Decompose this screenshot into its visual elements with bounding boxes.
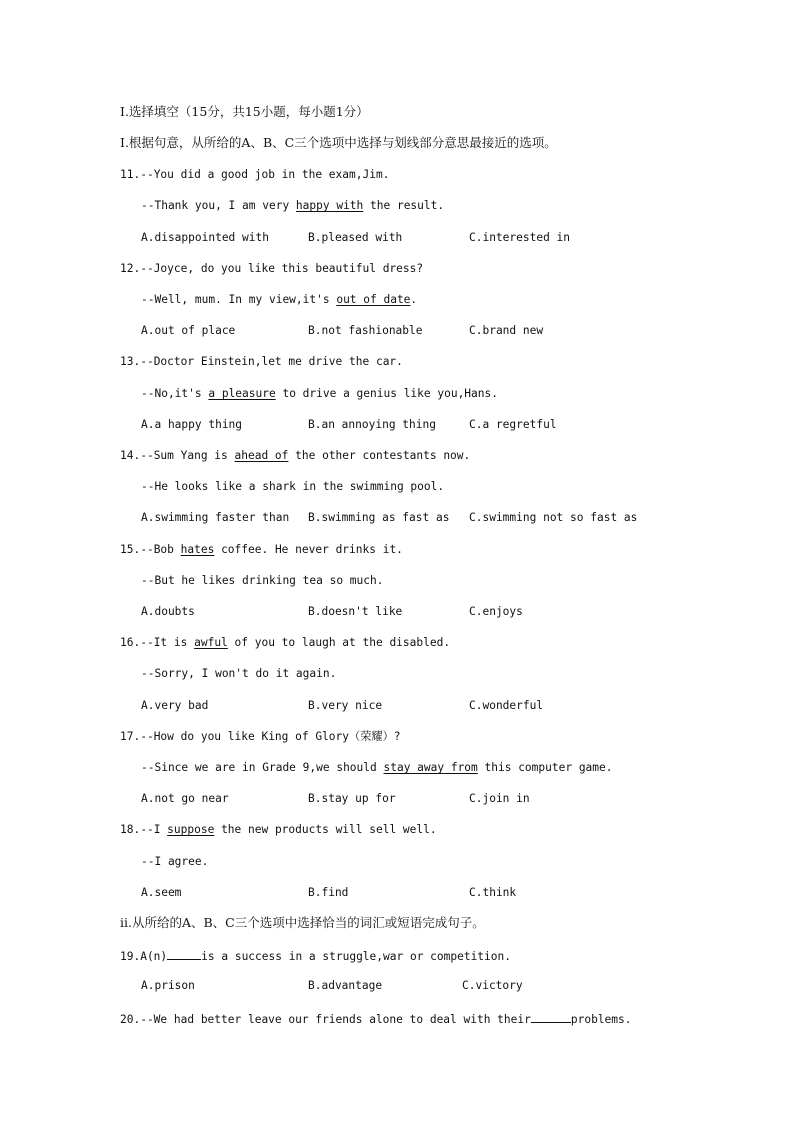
option-c: C.think	[469, 886, 517, 899]
question-12-line2: --Well, mum. In my view,it's out of date.	[141, 293, 418, 306]
answer-blank	[167, 947, 201, 960]
question-14-line1: 14.--Sum Yang is ahead of the other contestants now.	[120, 449, 471, 462]
option-b: B.advantage	[308, 979, 383, 992]
underlined-phrase: awful	[194, 636, 228, 649]
option-b: B.swimming as fast as	[308, 511, 450, 524]
question-11-line2: --Thank you, I am very happy with the result.	[141, 199, 445, 212]
option-c: C.wonderful	[469, 699, 544, 712]
option-b: B.doesn't like	[308, 605, 403, 618]
option-b: B.stay up for	[308, 792, 396, 805]
part2-instruction: ii.从所给的A、B、C三个选项中选择恰当的词汇或短语完成句子。	[120, 915, 485, 930]
option-b: B.an annoying thing	[308, 418, 436, 431]
option-a: A.out of place	[141, 324, 236, 337]
option-c: C.brand new	[469, 324, 544, 337]
question-13-line2: --No,it's a pleasure to drive a genius like you,Hans.	[141, 387, 498, 400]
option-b: B.very nice	[308, 699, 383, 712]
underlined-phrase: out of date	[336, 293, 411, 306]
option-a: A.doubts	[141, 605, 195, 618]
question-16-line2: --Sorry, I won't do it again.	[141, 667, 337, 680]
option-c: C.victory	[462, 979, 523, 992]
option-a: A.not go near	[141, 792, 229, 805]
option-c: C.a regretful	[469, 418, 557, 431]
underlined-phrase: ahead of	[234, 449, 289, 462]
option-a: A.disappointed with	[141, 231, 269, 244]
section-title: Ⅰ.选择填空（15分，共15小题，每小题1分）	[120, 104, 369, 119]
option-c: C.enjoys	[469, 605, 523, 618]
underlined-phrase: stay away from	[383, 761, 478, 774]
option-a: A.swimming faster than	[141, 511, 290, 524]
question-11-line1: 11.--You did a good job in the exam,Jim.	[120, 168, 390, 181]
question-19: 19.A(n) is a success in a struggle,war or competition.	[120, 947, 511, 965]
option-a: A.prison	[141, 979, 195, 992]
option-a: A.a happy thing	[141, 418, 243, 431]
option-a: A.very bad	[141, 699, 209, 712]
question-20: 20.--We had better leave our friends alone to deal with their problems.	[120, 1010, 632, 1028]
option-a: A.seem	[141, 886, 182, 899]
option-b: B.pleased with	[308, 231, 403, 244]
option-b: B.find	[308, 886, 349, 899]
option-c: C.interested in	[469, 231, 571, 244]
option-c: C.swimming not so fast as	[469, 511, 638, 524]
question-18-line2: --I agree.	[141, 855, 209, 868]
underlined-phrase: hates	[180, 543, 215, 556]
question-15-line1: 15.--Bob hates coffee. He never drinks it.	[120, 543, 403, 556]
question-18-line1: 18.--I suppose the new products will sell well.	[120, 823, 437, 836]
underlined-phrase: a pleasure	[208, 387, 276, 400]
underlined-phrase: happy with	[295, 199, 364, 212]
question-15-line2: --But he likes drinking tea so much.	[141, 574, 384, 587]
option-c: C.join in	[469, 792, 530, 805]
question-17-line2: --Since we are in Grade 9,we should stay away from this computer game.	[141, 761, 613, 774]
part1-instruction: I.根据句意，从所给的A、B、C三个选项中选择与划线部分意思最接近的选项。	[120, 135, 557, 150]
underlined-phrase: suppose	[167, 823, 215, 836]
question-14-line2: --He looks like a shark in the swimming pool.	[141, 480, 445, 493]
question-12-line1: 12.--Joyce, do you like this beautiful dress?	[120, 262, 424, 275]
question-13-line1: 13.--Doctor Einstein,let me drive the car.	[120, 355, 403, 368]
question-16-line1: 16.--It is awful of you to laugh at the disabled.	[120, 636, 451, 649]
question-17-line1: 17.--How do you like King of Glory（荣耀）?	[120, 730, 401, 743]
answer-blank	[531, 1010, 571, 1023]
option-b: B.not fashionable	[308, 324, 423, 337]
